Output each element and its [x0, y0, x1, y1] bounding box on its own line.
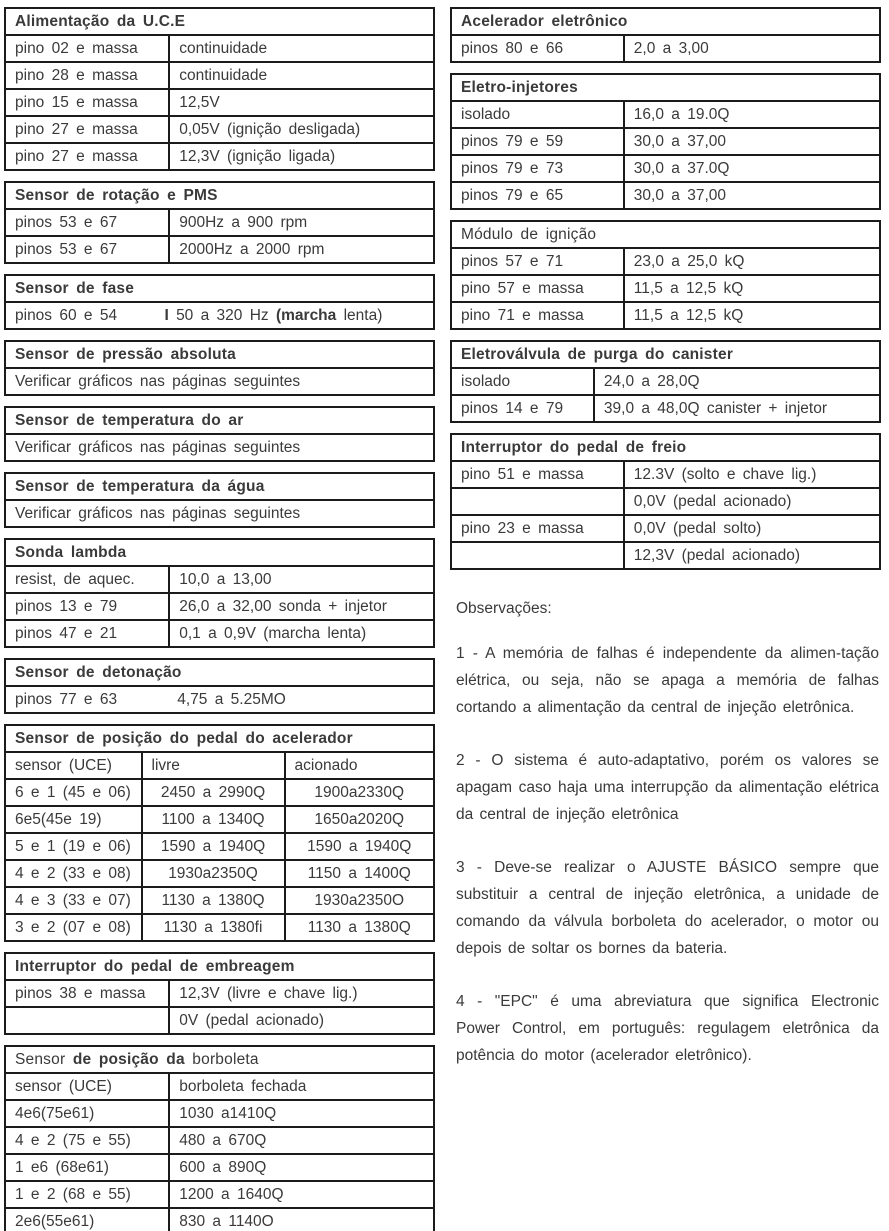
table-cell: 1930a2350O	[284, 888, 433, 913]
table-cell: livre	[141, 753, 284, 778]
table-row	[452, 154, 879, 181]
table-cell: 1200 a 1640Q	[168, 1182, 433, 1207]
table-cell: pino 27 e massa	[15, 121, 138, 138]
table-row	[6, 499, 433, 526]
table-row	[6, 751, 433, 778]
spec-table	[450, 340, 881, 423]
table-title: Sensor de temperatura da água	[15, 478, 265, 495]
table-row	[6, 1207, 433, 1231]
table-cell: pinos 53 e 67	[15, 214, 118, 231]
table-cell: pinos 38 e massa	[15, 985, 146, 1002]
spec-table	[4, 181, 435, 264]
table-cell: 2000Hz a 2000 rpm	[168, 237, 433, 262]
table-cell: pinos 14 e 79	[461, 400, 564, 417]
table-cell: 1900a2330Q	[284, 780, 433, 805]
table-cell: pinos 13 e 79	[15, 598, 118, 615]
table-cell: Verificar gráficos nas páginas seguintes	[15, 505, 301, 522]
table-cell: 1 e6 (68e61)	[15, 1159, 109, 1176]
table-title: Sensor de rotação e PMS	[15, 187, 218, 204]
table-cell	[6, 1008, 168, 1033]
table-row	[452, 301, 879, 328]
table-row	[6, 1126, 433, 1153]
table-row	[6, 565, 433, 592]
table-title: Sensor de fase	[15, 280, 135, 297]
table-row	[6, 208, 433, 235]
table-cell: 4e6(75e61)	[15, 1105, 95, 1122]
table-row	[452, 181, 879, 208]
spec-table	[450, 433, 881, 570]
table-title: Sensor de detonação	[15, 664, 182, 681]
table-row	[452, 541, 879, 568]
spec-table	[4, 340, 435, 396]
table-cell: pinos 79 e 65	[461, 187, 564, 204]
spec-table	[450, 220, 881, 330]
table-cell: 4 e 2 (33 e 08)	[15, 865, 131, 882]
table-title: Sensor de posição da borboleta	[15, 1051, 259, 1068]
table-cell: borboleta fechada	[168, 1074, 433, 1099]
table-row	[452, 487, 879, 514]
table-row	[6, 115, 433, 142]
table-cell: pino 23 e massa	[461, 520, 584, 537]
table-row	[6, 34, 433, 61]
table-cell: 830 a 1140O	[168, 1209, 433, 1231]
table-cell: 1930a2350Q	[141, 861, 284, 886]
note-paragraph: 1 - A memória de falhas é independente da alimen-tação elétrica, ou seja, não se apaga a memória de falhas cortando a alimentação da central de injeção eletrônica.	[456, 645, 879, 716]
table-title: Interruptor do pedal de embreagem	[15, 958, 295, 975]
table-row	[6, 367, 433, 394]
table-cell: 900Hz a 900 rpm	[168, 210, 433, 235]
table-cell: 12.3V (solto e chave lig.)	[623, 462, 879, 487]
spec-table	[4, 406, 435, 462]
table-cell: 1150 a 1400Q	[284, 861, 433, 886]
table-cell: Verificar gráficos nas páginas seguintes	[15, 373, 301, 390]
table-row	[6, 301, 433, 328]
table-title: Acelerador eletrônico	[461, 13, 628, 30]
table-cell: 10,0 a 13,00	[168, 567, 433, 592]
table-cell: pino 71 e massa	[461, 307, 584, 324]
table-row	[6, 1180, 433, 1207]
table-row	[452, 514, 879, 541]
table-cell: 1130 a 1380Q	[284, 915, 433, 940]
spec-table	[4, 472, 435, 528]
table-cell: 1590 a 1940Q	[141, 834, 284, 859]
table-cell: 24,0 a 28,0Q	[593, 369, 879, 394]
table-row	[6, 433, 433, 460]
table-row	[452, 127, 879, 154]
table-row	[6, 619, 433, 646]
table-cell: 12,5V	[168, 90, 433, 115]
table-cell: I 50 a 320 Hz (marcha lenta)	[164, 307, 383, 324]
spec-table	[4, 658, 435, 714]
table-row	[452, 34, 879, 61]
table-cell: sensor (UCE)	[15, 1078, 112, 1095]
table-row	[6, 1099, 433, 1126]
table-row	[6, 1006, 433, 1033]
table-cell: 12,3V (livre e chave lig.)	[168, 981, 433, 1006]
table-title: Sonda lambda	[15, 544, 127, 561]
table-cell: pinos 57 e 71	[461, 253, 564, 270]
table-cell: pino 02 e massa	[15, 40, 138, 57]
table-cell: 26,0 a 32,00 sonda + injetor	[168, 594, 433, 619]
table-row	[452, 394, 879, 421]
table-cell: 39,0 a 48,0Q canister + injetor	[593, 396, 879, 421]
note-paragraph: 3 - Deve-se realizar o AJUSTE BÁSICO sempre que substituir a central de injeção eletrônica, a unidade de comando da válvula borboleta do acelerador, o motor ou depois de soltar os bornes da bateria.	[456, 859, 879, 957]
table-row	[452, 460, 879, 487]
spec-table	[450, 73, 881, 210]
table-cell: pinos 79 e 59	[461, 133, 564, 150]
spec-table	[4, 274, 435, 330]
table-cell: 30,0 a 37.0Q	[623, 156, 879, 181]
table-cell: 1590 a 1940Q	[284, 834, 433, 859]
table-cell: 6e5(45e 19)	[15, 811, 102, 828]
table-row	[6, 778, 433, 805]
notes-section	[450, 600, 881, 1069]
table-row	[6, 685, 433, 712]
table-row	[6, 832, 433, 859]
table-cell: 600 a 890Q	[168, 1155, 433, 1180]
note-paragraph: 2 - O sistema é auto-adaptativo, porém os valores se apagam caso haja uma interrupção da alimentação elétrica da central de injeção eletrônica	[456, 752, 879, 823]
table-cell: 30,0 a 37,00	[623, 183, 879, 208]
table-cell: 1 e 2 (68 e 55)	[15, 1186, 131, 1203]
table-cell: pinos 79 e 73	[461, 160, 564, 177]
table-cell: 0,0V (pedal acionado)	[623, 489, 879, 514]
table-cell: acionado	[284, 753, 433, 778]
table-row	[6, 979, 433, 1006]
notes-heading: Observações:	[456, 600, 552, 617]
table-cell: continuidade	[168, 36, 433, 61]
table-row	[6, 1153, 433, 1180]
table-cell: sensor (UCE)	[15, 757, 112, 774]
spec-table	[4, 7, 435, 171]
table-cell: 23,0 a 25,0 kQ	[623, 249, 879, 274]
spec-table	[4, 952, 435, 1035]
table-cell: 4 e 3 (33 e 07)	[15, 892, 131, 909]
table-row	[6, 142, 433, 169]
table-cell: 5 e 1 (19 e 06)	[15, 838, 131, 855]
table-title: Módulo de ignição	[461, 226, 597, 243]
table-cell: 6 e 1 (45 e 06)	[15, 784, 131, 801]
table-title: Interruptor do pedal de freio	[461, 439, 687, 456]
table-title: Sensor de pressão absoluta	[15, 346, 236, 363]
note-paragraph: 4 - "EPC" é uma abreviatura que significa Electronic Power Control, em português: regulagem eletrônica da potência do motor (acelerador eletrônico).	[456, 993, 879, 1064]
table-row	[452, 274, 879, 301]
table-cell: 0V (pedal acionado)	[168, 1008, 433, 1033]
table-cell	[452, 543, 623, 568]
spec-table	[4, 1045, 435, 1231]
table-cell: 2e6(55e61)	[15, 1213, 95, 1230]
table-cell: 4,75 a 5.25MO	[177, 691, 286, 708]
table-row	[6, 886, 433, 913]
table-cell: 2,0 a 3,00	[623, 36, 879, 61]
table-cell: 1100 a 1340Q	[141, 807, 284, 832]
table-cell: 11,5 a 12,5 kQ	[623, 276, 879, 301]
table-row	[6, 592, 433, 619]
table-cell: 3 e 2 (07 e 08)	[15, 919, 131, 936]
table-cell: 0,0V (pedal solto)	[623, 516, 879, 541]
table-cell: 480 a 670Q	[168, 1128, 433, 1153]
table-cell: isolado	[461, 373, 511, 390]
table-cell: 0,05V (ignição desligada)	[168, 117, 433, 142]
table-row	[6, 859, 433, 886]
table-cell: continuidade	[168, 63, 433, 88]
table-cell: 12,3V (pedal acionado)	[623, 543, 879, 568]
table-cell: 4 e 2 (75 e 55)	[15, 1132, 131, 1149]
table-cell: pinos 47 e 21	[15, 625, 118, 642]
table-cell: pino 28 e massa	[15, 67, 138, 84]
table-cell: Verificar gráficos nas páginas seguintes	[15, 439, 301, 456]
table-cell: 1650a2020Q	[284, 807, 433, 832]
table-title: Eletroválvula de purga do canister	[461, 346, 734, 363]
spec-table	[450, 7, 881, 63]
table-cell: 11,5 a 12,5 kQ	[623, 303, 879, 328]
table-cell: 30,0 a 37,00	[623, 129, 879, 154]
table-cell: 1130 a 1380fi	[141, 915, 284, 940]
table-row	[6, 1072, 433, 1099]
table-title: Alimentação da U.C.E	[15, 13, 186, 30]
table-row	[6, 805, 433, 832]
table-row	[452, 367, 879, 394]
table-row	[452, 247, 879, 274]
table-cell: resist, de aquec.	[15, 571, 135, 588]
table-cell: pinos 53 e 67	[15, 241, 118, 258]
table-cell: pino 15 e massa	[15, 94, 138, 111]
left-column	[4, 7, 435, 1231]
spec-table	[4, 724, 435, 942]
table-row	[6, 61, 433, 88]
table-cell: pinos 77 e 63	[15, 691, 118, 708]
table-cell: 1030 a1410Q	[168, 1101, 433, 1126]
table-title: Sensor de temperatura do ar	[15, 412, 244, 429]
table-cell: 16,0 a 19.0Q	[623, 102, 879, 127]
table-cell	[452, 489, 623, 514]
table-title: Eletro-injetores	[461, 79, 578, 96]
table-cell: pinos 80 e 66	[461, 40, 564, 57]
right-column	[450, 7, 881, 1095]
table-cell: isolado	[461, 106, 511, 123]
table-cell: 0,1 a 0,9V (marcha lenta)	[168, 621, 433, 646]
table-cell: pino 57 e massa	[461, 280, 584, 297]
table-row	[6, 235, 433, 262]
table-row	[6, 913, 433, 940]
spec-table	[4, 538, 435, 648]
table-cell: 12,3V (ignição ligada)	[168, 144, 433, 169]
table-cell: 1130 a 1380Q	[141, 888, 284, 913]
table-cell: pinos 60 e 54	[15, 307, 118, 324]
table-cell: pino 51 e massa	[461, 466, 584, 483]
table-cell: pino 27 e massa	[15, 148, 138, 165]
table-cell: 2450 a 2990Q	[141, 780, 284, 805]
table-row	[452, 100, 879, 127]
table-title: Sensor de posição do pedal do acelerador	[15, 730, 353, 747]
table-row	[6, 88, 433, 115]
